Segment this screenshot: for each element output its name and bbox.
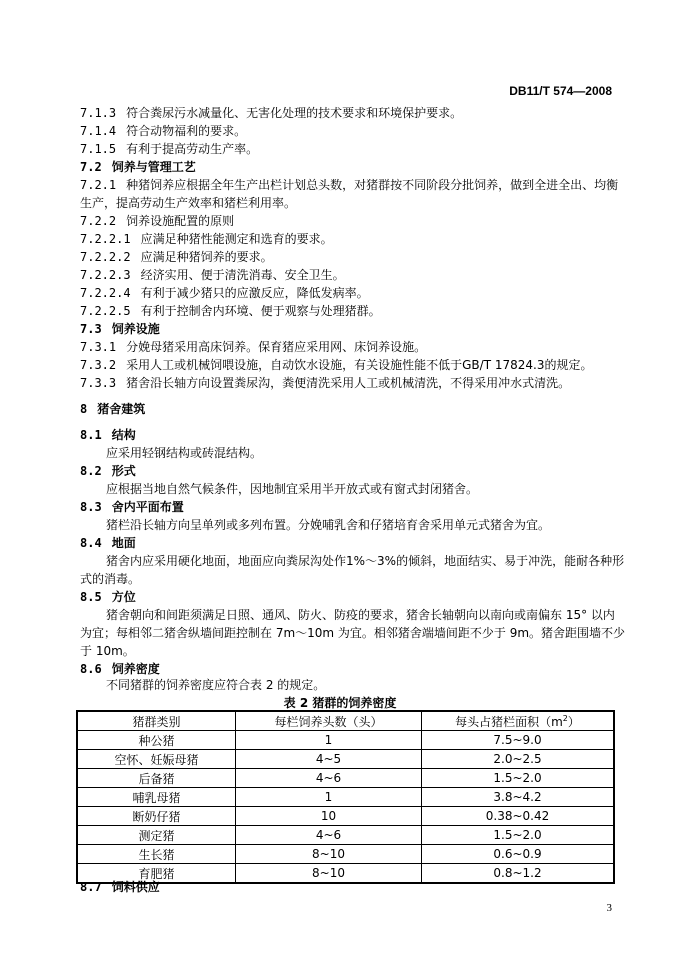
- table-cell: 2.0~2.5: [422, 750, 615, 769]
- clause-7-2-2-3: 7.2.2.3 经济实用、便于清洗消毒、安全卫生。: [80, 268, 345, 282]
- section-7-3-heading: 7.3 饲养设施: [80, 322, 160, 336]
- table-cell: 8~10: [236, 845, 422, 864]
- standard-code: DB11/T 574—2008: [509, 84, 612, 98]
- clause-7-3-3: 7.3.3 猪舍沿长轴方向设置粪尿沟，粪便清洗采用人工或机械清洗，不得采用冲水式清洗。: [80, 376, 571, 390]
- table-cell: 种公猪: [77, 731, 236, 750]
- clause-7-2-1-cont: 生产，提高劳动生产效率和猪栏利用率。: [80, 196, 297, 210]
- table-row: [77, 769, 614, 788]
- table-cell: 测定猪: [77, 826, 236, 845]
- section-8-5-heading: 8.5 方位: [80, 590, 136, 604]
- clause-7-2-1: 7.2.1 种猪饲养应根据全年生产出栏计划总头数，对猪群按不同阶段分批饲养，做到全进全出、均衡: [80, 178, 619, 192]
- table-row: [77, 807, 614, 826]
- section-8-5-body-cont1: 为宜；每相邻二猪舍纵墙间距控制在 7m～10m 为宜。相邻猪舍端墙间距不少于 9m。猪舍距围墙不少: [80, 626, 626, 640]
- table-row: [77, 750, 614, 769]
- table-cell: 1.5~2.0: [422, 826, 615, 845]
- table-cell: 1: [236, 731, 422, 750]
- table-cell: 4~5: [236, 750, 422, 769]
- table-row: [77, 826, 614, 845]
- table-cell: 3.8~4.2: [422, 788, 615, 807]
- table-cell: 0.8~1.2: [422, 864, 615, 884]
- section-8-4-body-cont: 式的消毒。: [80, 572, 141, 586]
- table-cell: 4~6: [236, 769, 422, 788]
- section-8-3-body: 猪栏沿长轴方向呈单列或多列布置。分娩哺乳舍和仔猪培育舍采用单元式猪舍为宜。: [106, 518, 551, 532]
- clause-7-1-4: 7.1.4 符合动物福利的要求。: [80, 124, 247, 138]
- clause-7-1-3: 7.1.3 符合粪尿污水减量化、无害化处理的技术要求和环境保护要求。: [80, 106, 463, 120]
- section-7-2-heading: 7.2 饲养与管理工艺: [80, 160, 196, 174]
- table-cell: 8~10: [236, 864, 422, 884]
- section-8-2-body: 应根据当地自然气候条件，因地制宜采用半开放式或有窗式封闭猪舍。: [106, 482, 479, 496]
- column-header: 每头占猪栏面积$(m^2)$: [422, 711, 615, 731]
- section-8-4-body: 猪舍内应采用硬化地面，地面应向粪尿沟处作1%～3%的倾斜，地面结实、易于冲洗，能耐各种形: [106, 554, 625, 568]
- clause-7-2-2: 7.2.2 饲养设施配置的原则: [80, 214, 235, 228]
- clause-7-2-2-1: 7.2.2.1 应满足种猪性能测定和选育的要求。: [80, 232, 333, 246]
- clause-7-3-2: 7.3.2 采用人工或机械饲喂设施，自动饮水设施，有关设施性能不低于GB/T 17824.3的规定。: [80, 358, 593, 372]
- section-8-7-heading: 8.7 饲料供应: [80, 880, 160, 894]
- table-cell: 断奶仔猪: [77, 807, 236, 826]
- table-row: [77, 731, 614, 750]
- section-8-5-body: 猪舍朝向和间距须满足日照、通风、防火、防疫的要求，猪舍长轴朝向以南向或南偏东 15° 以内: [106, 608, 615, 622]
- stocking-density-table: [76, 710, 615, 884]
- page-number: 3: [606, 902, 612, 914]
- section-8-5-body-cont2: 于 10m。: [80, 644, 135, 658]
- table-cell: 育肥猪: [77, 864, 236, 884]
- section-8-4-heading: 8.4 地面: [80, 536, 136, 550]
- section-8-3-heading: 8.3 舍内平面布置: [80, 500, 184, 514]
- table-cell: 1.5~2.0: [422, 769, 615, 788]
- table-cell: 10: [236, 807, 422, 826]
- clause-7-2-2-5: 7.2.2.5 有利于控制舍内环境、便于观察与处理猪群。: [80, 304, 381, 318]
- column-header: 猪群类别: [77, 711, 236, 731]
- clause-7-2-2-2: 7.2.2.2 应满足种猪饲养的要求。: [80, 250, 273, 264]
- table-cell: 0.6~0.9: [422, 845, 615, 864]
- table-cell: 4~6: [236, 826, 422, 845]
- table-row: [77, 788, 614, 807]
- section-8-1-body: 应采用轻钢结构或砖混结构。: [106, 446, 263, 460]
- table-cell: 生长猪: [77, 845, 236, 864]
- table-header-row: [77, 711, 614, 731]
- section-8-2-heading: 8.2 形式: [80, 464, 136, 478]
- table-cell: 0.38~0.42: [422, 807, 615, 826]
- table-cell: 空怀、妊娠母猪: [77, 750, 236, 769]
- chapter-8-heading: 8 猪舍建筑: [80, 402, 146, 416]
- clause-7-2-2-4: 7.2.2.4 有利于减少猪只的应激反应，降低发病率。: [80, 286, 369, 300]
- section-8-6-body: 不同猪群的饲养密度应符合表 2 的规定。: [106, 678, 326, 692]
- table-cell: 1: [236, 788, 422, 807]
- section-8-6-heading: 8.6 饲养密度: [80, 662, 160, 676]
- table-row: [77, 845, 614, 864]
- column-header: 每栏饲养头数（头）: [236, 711, 422, 731]
- section-8-1-heading: 8.1 结构: [80, 428, 136, 442]
- table-cell: 7.5~9.0: [422, 731, 615, 750]
- table-caption: 表 2 猪群的饲养密度: [283, 696, 397, 710]
- table-cell: 哺乳母猪: [77, 788, 236, 807]
- clause-7-1-5: 7.1.5 有利于提高劳动生产率。: [80, 142, 259, 156]
- table-cell: 后备猪: [77, 769, 236, 788]
- clause-7-3-1: 7.3.1 分娩母猪采用高床饲养。保育猪应采用网、床饲养设施。: [80, 340, 427, 354]
